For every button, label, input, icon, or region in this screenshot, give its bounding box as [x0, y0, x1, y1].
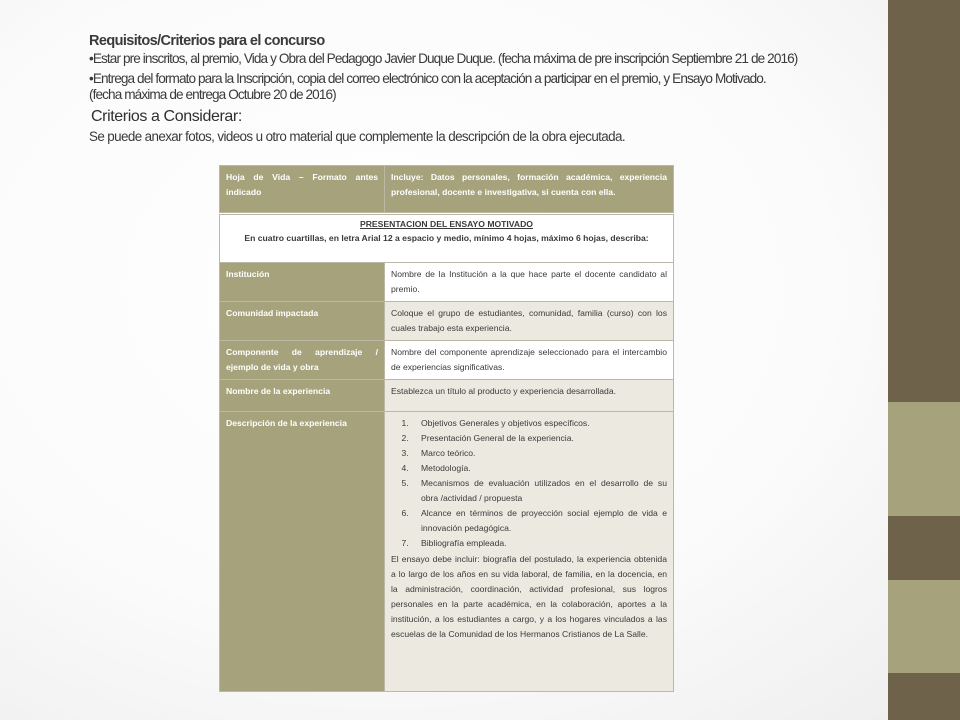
list-item: 6. Alcance en términos de proyección social ejemplo de vida e innovación pedagógica. [411, 506, 667, 536]
table-row [220, 215, 674, 263]
cv-table [219, 165, 674, 213]
requirement-delivery: •Entrega del formato para la Inscripción, copia del correo electrónico con la aceptación a participar en el premio, y Ensayo Motivado. [89, 71, 766, 86]
list-item: 1. Objetivos Generales y objetivos específicos. [411, 416, 667, 431]
table-row [220, 341, 674, 380]
essay-table-instructions: En cuatro cuartillas, en letra Arial 12 a espacio y medio, mínimo 4 hojas, máximo 6 hojas, describa: [244, 233, 649, 243]
list-item: 7. Bibliografía empleada. [411, 536, 667, 551]
criteria-heading [91, 108, 242, 126]
row-value: Nombre de la Institución a la que hace parte el docente candidato al premio. [385, 263, 674, 302]
list-item: 2. Presentación General de la experiencia. [411, 431, 667, 446]
row-label: Descripción de la experiencia [220, 412, 385, 692]
cv-value: Incluye: Datos personales, formación académica, experiencia profesional, docente e investigativa, si cuenta con ella. [385, 166, 674, 213]
decorative-accent-block-bottom [888, 580, 960, 673]
description-cell [385, 412, 674, 692]
table-row [220, 412, 674, 692]
row-value: Coloque el grupo de estudiantes, comunidad, familia (curso) con los cuales trabajo esta experiencia. [385, 302, 674, 341]
page-title: Requisitos/Criterios para el concurso [89, 33, 325, 49]
essay-table-header [220, 215, 674, 263]
table-row [220, 302, 674, 341]
criteria-heading-colon: : [237, 108, 242, 125]
description-text: El ensayo debe incluir: biografía del postulado, la experiencia obtenida a lo largo de los años en su vida laboral, de familia, en la docencia, en la administración, coordinación, actividad profesional, sus logros personales en la parte académica, en la colaboración, aportes a la institución, a los estudiantes a cargo, y a los hogares vinculados a las escuelas de la Comunidad de los Hermanos Cristianos de La Salle. [391, 554, 667, 639]
list-item: 4. Metodología. [411, 461, 667, 476]
description-list [391, 416, 667, 551]
decorative-accent-block-top [888, 402, 960, 516]
criteria-heading-text: Criterios a Considerar [91, 108, 238, 125]
table-row [220, 263, 674, 302]
list-item: 5. Mecanismos de evaluación utilizados en el desarrollo de su obra /actividad / propuesta [411, 476, 667, 506]
row-value: Establezca un título al producto y experiencia desarrollada. [385, 380, 674, 412]
table-row [220, 166, 674, 213]
row-label: Institución [220, 263, 385, 302]
row-label: Componente de aprendizaje / ejemplo de vida y obra [220, 341, 385, 380]
row-value: Nombre del componente aprendizaje seleccionado para el intercambio de experiencias significativas. [385, 341, 674, 380]
table-row [220, 380, 674, 412]
requirement-preinscription: •Estar pre inscritos, al premio, Vida y Obra del Pedagogo Javier Duque Duque. (fecha máxima de pre inscripción Septiembre 21 de 2016) [89, 51, 798, 66]
criteria-text: Se puede anexar fotos, videos u otro material que complemente la descripción de la obra ejecutada. [89, 129, 625, 144]
requirement-delivery-date: (fecha máxima de entrega Octubre 20 de 2016) [89, 87, 336, 102]
list-item: 3. Marco teórico. [411, 446, 667, 461]
essay-table-title: PRESENTACION DEL ENSAYO MOTIVADO [359, 219, 533, 229]
row-label: Nombre de la experiencia [220, 380, 385, 412]
cv-label: Hoja de Vida – Formato antes indicado [220, 166, 385, 213]
row-label: Comunidad impactada [220, 302, 385, 341]
essay-table [219, 214, 674, 692]
